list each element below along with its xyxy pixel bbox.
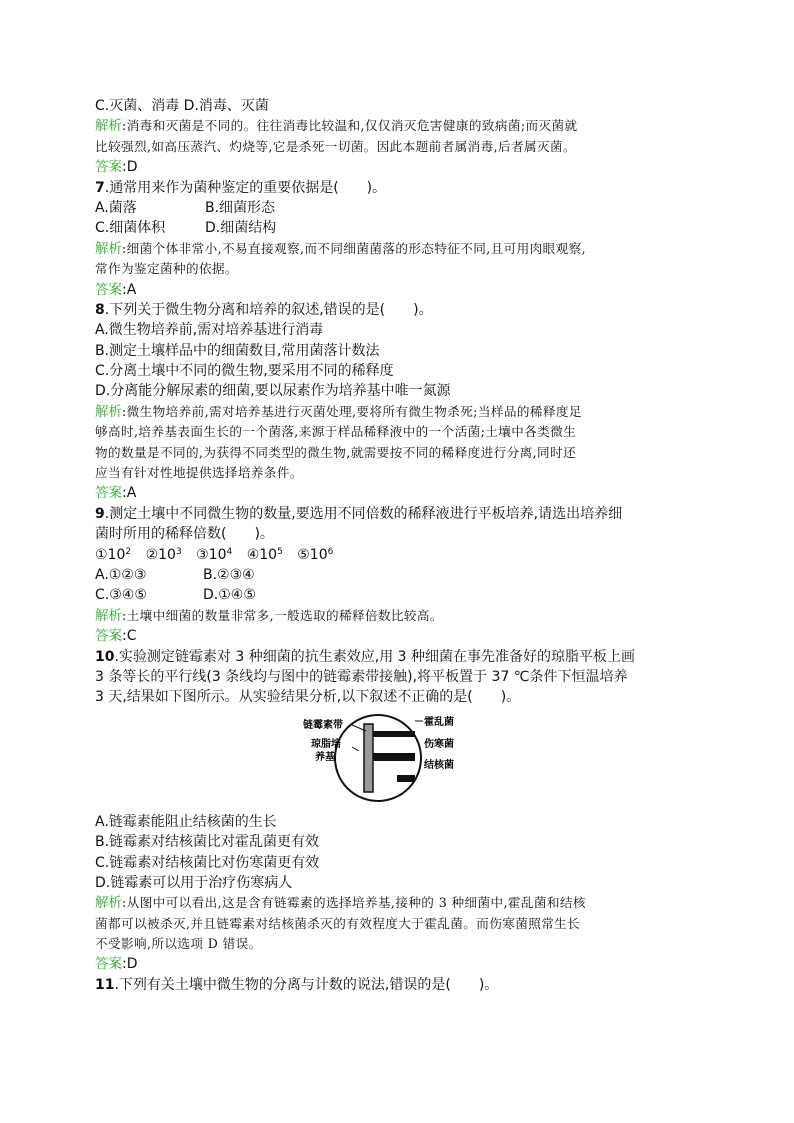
q10-figure: [95, 708, 705, 812]
q9-stem-line1: .测定土壤中不同微生物的数量,要选用不同倍数的稀释液进行平板培养,请选出培养细: [104, 505, 623, 522]
q7-option-a: A.菌落: [95, 199, 137, 216]
q8-option-d: D.分离能分解尿素的细菌,要以尿素作为培养基中唯一氮源: [95, 383, 451, 400]
q9-dilution-item: $②10^3$: [145, 546, 182, 563]
q8-explanation-line1: :微生物培养前,需对培养基进行灭菌处理,要将所有微生物杀死;当样品的稀释度足: [122, 403, 582, 419]
q9-dilution-item: $①10^2$: [95, 546, 132, 563]
q9-stem-line2: 菌时所用的稀释倍数( )。: [95, 526, 274, 543]
q11-number: 11: [95, 976, 115, 993]
q8-option-b: B.测定土壤样品中的细菌数目,常用菌落计数法: [95, 342, 380, 359]
q10-stem-line3: 3 天,结果如下图所示。从实验结果分析,以下叙述不正确的是( )。: [95, 689, 521, 706]
q7-options-cd: [95, 218, 705, 238]
label-tb: 结核菌: [424, 759, 454, 771]
q10-explanation-line1: :从图中可以看出,这是含有链霉素的选择培养基,接种的 3 种细菌中,霍乱菌和结核: [122, 895, 586, 911]
q9-dilution-item: $③10^4$: [196, 546, 233, 563]
q10-stem: [95, 647, 705, 667]
q9-dilution-item: $④10^5$: [246, 546, 283, 563]
q7-option-b: B.细菌形态: [205, 199, 276, 216]
answer-label: 答案: [95, 281, 122, 298]
q10-answer-value: :D: [122, 956, 138, 973]
q7-stem-text: .通常用来作为菌种鉴定的重要依据是( )。: [104, 179, 387, 196]
q9-answer: [95, 626, 705, 646]
q10-answer: [95, 954, 705, 974]
answer-label: 答案: [95, 159, 122, 176]
q6-answer: [95, 157, 705, 177]
explanation-label: 解析: [95, 403, 122, 420]
q8-option-a: A.微生物培养前,需对培养基进行消毒: [95, 322, 324, 339]
q8-answer-value: :A: [122, 485, 137, 502]
q7-options-ab: [95, 198, 705, 218]
q8-explanation-line2: 够高时,培养基表面生长的一个菌落,来源于样品稀释液中的一个活菌;土壤中各类微生: [95, 424, 577, 440]
q8-explanation-line4: 应当有针对性地提供选择培养条件。: [95, 465, 303, 481]
explanation-label: 解析: [95, 895, 122, 912]
q11-stem: [95, 975, 705, 995]
q6-explanation-line2: 比较强烈,如高压蒸汽、灼烧等,它是杀死一切菌。因此本题前者属消毒,后者属灭菌。: [95, 138, 576, 154]
cholera-growth-line: [373, 731, 415, 737]
q8-answer: [95, 483, 705, 503]
q9-option-a: A.①②③: [95, 566, 147, 583]
q9-stem: [95, 504, 705, 524]
q7-explanation-line1: :细菌个体非常小,不易直接观察,而不同细菌菌落的形态特征不同,且可用肉眼观察,: [122, 240, 587, 256]
q10-explanation-line3: 不受影响,所以选项 D 错误。: [95, 936, 262, 952]
explanation-label: 解析: [95, 118, 122, 135]
q6-explanation-line1: :消毒和灭菌是不同的。往往消毒比较温和,仅仅消灭危害健康的致病菌;而灭菌就: [122, 118, 578, 134]
q9-explanation-line1: :土壤中细菌的数量非常多,一般选取的稀释倍数比较高。: [122, 607, 443, 623]
q10-explanation: [95, 893, 705, 913]
typhoid-growth-line: [373, 753, 415, 761]
document-page: [95, 96, 705, 995]
label-cholera: 霍乱菌: [424, 716, 454, 728]
q10-option-b: B.链霉素对结核菌比对霍乱菌更有效: [95, 834, 320, 851]
q9-option-d: D.①④⑤: [203, 587, 256, 604]
q6-explanation: [95, 116, 705, 136]
label-typhoid: 伤寒菌: [424, 738, 454, 750]
answer-label: 答案: [95, 956, 122, 973]
q7-stem: [95, 178, 705, 198]
q9-explanation: [95, 606, 705, 626]
tb-growth-line: [397, 775, 415, 782]
label-agar-line1: 琼脂培: [311, 738, 341, 750]
q9-dilution-list: [95, 545, 705, 565]
q10-option-c: C.链霉素对结核菌比对伤寒菌更有效: [95, 854, 320, 871]
explanation-label: 解析: [95, 240, 122, 257]
q7-answer: [95, 280, 705, 300]
explanation-label: 解析: [95, 607, 122, 624]
q9-options-ab: [95, 565, 705, 585]
q7-answer-value: :A: [122, 281, 137, 298]
q7-option-c: C.细菌体积: [95, 220, 166, 237]
q10-stem-line1: .实验测定链霉素对 3 种细菌的抗生素效应,用 3 种细菌在事先准备好的琼脂平板上画: [114, 648, 635, 665]
q9-options-cd: [95, 585, 705, 605]
q6-options-cd: C.灭菌、消毒 D.消毒、灭菌: [95, 98, 269, 114]
label-streptomycin: 链霉素带: [303, 719, 343, 731]
q8-option-c: C.分离土壤中不同的微生物,要采用不同的稀释度: [95, 363, 394, 380]
q8-stem-text: .下列关于微生物分离和培养的叙述,错误的是( )。: [104, 301, 433, 318]
q10-stem-line2: 3 条等长的平行线(3 条线均与图中的链霉素带接触),将平板置于 37 ℃条件下恒温培养: [95, 668, 628, 685]
q8-stem: [95, 300, 705, 320]
answer-label: 答案: [95, 628, 122, 645]
q7-explanation: [95, 239, 705, 259]
q11-stem-text: .下列有关土壤中微生物的分离与计数的说法,错误的是( )。: [114, 976, 499, 993]
q9-dilution-item: $⑤10^6$: [297, 546, 334, 563]
q8-explanation: [95, 402, 705, 422]
q9-number: 9: [95, 505, 105, 522]
answer-label: 答案: [95, 485, 122, 502]
agar-plate-diagram: [303, 711, 503, 807]
q9-answer-value: :C: [122, 628, 137, 645]
q6-answer-value: :D: [122, 159, 138, 176]
label-agar-line2: 养基: [315, 751, 335, 763]
streptomycin-strip: [364, 724, 373, 792]
q8-explanation-line3: 物的数量是不同的,为获得不同类型的微生物,就需要按不同的稀释度进行分离,同时还: [95, 444, 576, 460]
q9-option-b: B.②③④: [203, 566, 255, 583]
q7-number: 7: [95, 179, 105, 196]
q8-number: 8: [95, 301, 105, 318]
q7-explanation-line2: 常作为鉴定菌种的依据。: [95, 261, 238, 277]
q10-number: 10: [95, 648, 115, 665]
q7-option-d: D.细菌结构: [205, 220, 277, 237]
q9-option-c: C.③④⑤: [95, 587, 147, 604]
q10-option-d: D.链霉素可以用于治疗伤寒病人: [95, 874, 293, 891]
q10-explanation-line2: 菌都可以被杀灭,并且链霉素对结核菌杀灭的有效程度大于霍乱菌。而伤寒菌照常生长: [95, 915, 581, 931]
q10-option-a: A.链霉素能阻止结核菌的生长: [95, 813, 277, 830]
